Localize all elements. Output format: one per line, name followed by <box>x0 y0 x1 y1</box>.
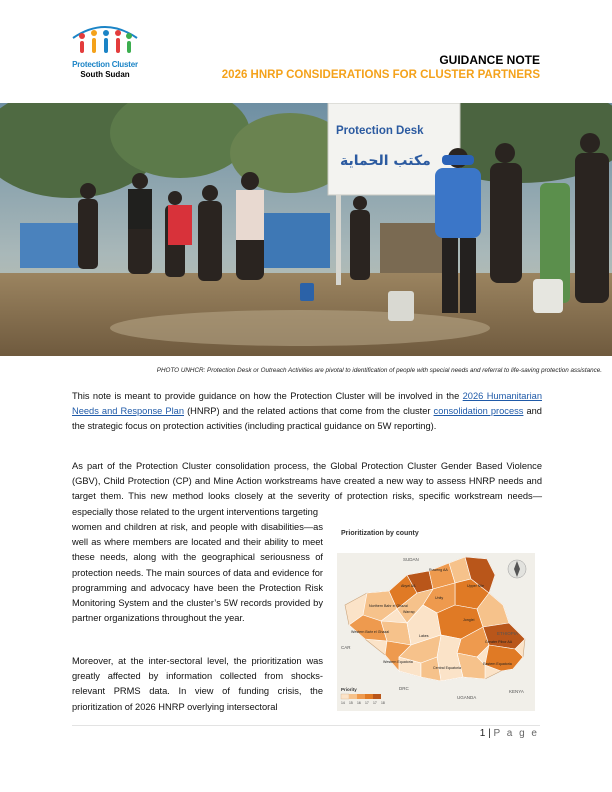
label-drc: DRC <box>399 686 409 691</box>
document-title: GUIDANCE NOTE <box>439 53 540 67</box>
label-lakes: Lakes <box>419 634 429 638</box>
logo-text-cluster: Protection Cluster <box>72 60 138 69</box>
label-warrap: Warrap <box>403 610 415 614</box>
legend-tick: 17 <box>373 701 377 705</box>
page-footer <box>480 728 539 739</box>
page-word: P a g e <box>493 728 539 739</box>
header-photo <box>0 103 612 356</box>
legend-tick: 15 <box>349 701 353 705</box>
label-western-equatoria: Western Equatoria <box>383 660 413 664</box>
label-central-equatoria: Central Equatoria <box>433 666 461 670</box>
logo-text-country: South Sudan <box>80 70 130 79</box>
label-northern-bahr: Northern Bahr el Ghazal <box>369 604 408 608</box>
label-jonglei: Jonglei <box>463 618 475 622</box>
label-abyei: Abyei AA <box>401 584 416 588</box>
legend-swatch-2 <box>349 694 357 699</box>
legend-tick: 14 <box>341 701 345 705</box>
legend-tick: 16 <box>357 701 361 705</box>
label-ruweng: Ruweng AA <box>429 568 448 572</box>
intro-text-c: and the strategic focus on protection activities (including practical guidance on 5W reporting). <box>72 406 542 432</box>
page-separator: | <box>485 728 494 739</box>
prioritization-map <box>337 553 535 711</box>
intro-paragraph <box>72 389 542 435</box>
legend-swatch-1 <box>341 694 349 699</box>
intro-text-b: (HNRP) and the related actions that come from the cluster <box>184 406 434 417</box>
cluster-people-icon <box>70 22 140 58</box>
intersectoral-paragraph: Moreover, at the inter-sectoral level, the prioritization was greatly affected by information collected from shocks-relevant PRMS data. In view of funding crisis, the prioritization of 2026 HNRP overlying intersectoral <box>72 656 323 712</box>
sign-arabic: مكتب الحماية <box>340 153 431 169</box>
label-kenya: KENYA <box>509 689 524 694</box>
label-upper-nile: Upper Nile <box>467 584 484 588</box>
intro-text-a: This note is meant to provide guidance on how the Protection Cluster will be involved in the <box>72 391 463 401</box>
legend-swatch-3 <box>357 694 365 699</box>
document-subtitle: 2026 HNRP CONSIDERATIONS FOR CLUSTER PARTNERS <box>221 69 540 81</box>
label-western-bahr: Western Bahr el Ghazal <box>351 630 390 634</box>
map-title: Prioritization by county <box>341 530 419 537</box>
compass-icon <box>508 560 526 578</box>
legend-swatch-5 <box>373 694 381 699</box>
legend-title: Priority <box>341 687 357 692</box>
consolidation-process-link[interactable]: consolidation process <box>433 406 524 417</box>
label-ethiopia: ETHIOPIA <box>497 631 519 636</box>
label-sudan: SUDAN <box>403 557 419 562</box>
protection-desk-photo <box>0 103 612 356</box>
page-number: 1 <box>479 728 486 739</box>
south-sudan-county-map <box>337 553 535 711</box>
hnrp-link[interactable]: 2026 Humanitarian Needs and Response Plan <box>72 391 542 417</box>
label-unity: Unity <box>435 596 444 600</box>
protection-cluster-logo <box>60 22 150 84</box>
label-pibor: Greater Pibor AA <box>485 640 513 644</box>
consolidation-paragraph-continued: women and children at risk, and people with disabilities—as well as where members are located and their ability to meet these needs, along with the geographical seriousness of protection needs. The main sources of data and evidence for programming and advocacy have been the Protection Risk Monitoring System and the cluster’s 5W records provided by partner organizations throughout the year. <box>72 522 323 624</box>
photo-caption: PHOTO UNHCR: Protection Desk or Outreach Activities are pivotal to identification of people with special needs and referral to life-saving protection assistance. <box>156 367 602 374</box>
label-eastern-equatoria: Eastern Equatoria <box>483 662 512 666</box>
label-car: CAR <box>341 645 351 650</box>
legend-tick: 17 <box>365 701 369 705</box>
footer-divider <box>72 725 540 726</box>
sign-english: Protection Desk <box>336 125 424 137</box>
legend-swatch-4 <box>365 694 373 699</box>
consolidation-paragraph: As part of the Protection Cluster consolidation process, the Global Protection Cluster Gender Based Violence (GBV), Child Protection (CP) and Mine Action workstreams have created a new way to assess HNRP needs and target them. This new method looks closely at the severity of protection risks, specific workstream needs—especially those related to the urgent interventions targeting <box>72 461 542 517</box>
label-uganda: UGANDA <box>457 695 477 700</box>
legend-tick: 18 <box>381 701 385 705</box>
